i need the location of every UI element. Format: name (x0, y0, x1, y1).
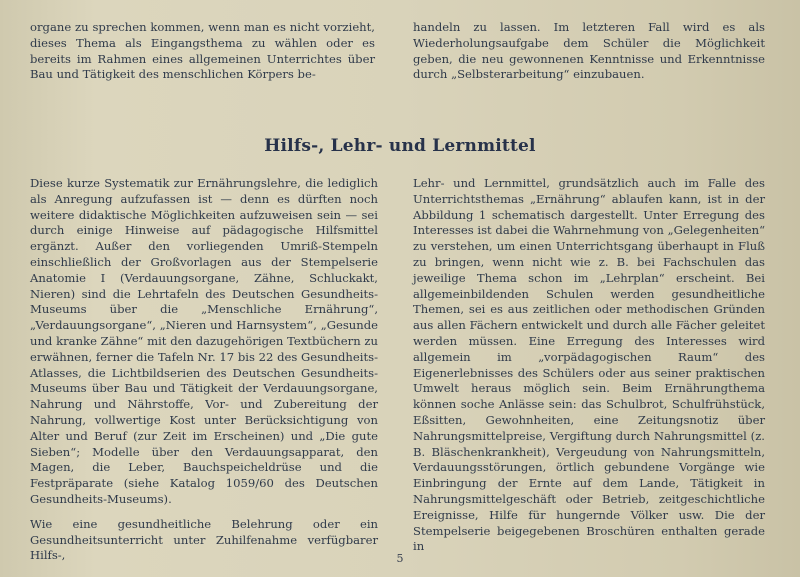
page-number: 5 (396, 552, 404, 565)
top-right-paragraph: handeln zu lassen. Im letzteren Fall wird es als Wiederholungsaufgabe dem Schüler die Möglichkeit geben, die neu gewonnenen Kenntnisse und Erkenntnisse durch „Selbsterarbeitung“ einzubauen. (413, 20, 765, 82)
top-left-paragraph: organe zu sprechen kommen, wenn man es nicht vorzieht, dieses Thema als Eingangsthema zu wählen oder es bereits im Rahmen eines allgemeinen Unterrichtes über Bau und Tätigkeit des menschlichen Körpers be- (30, 20, 375, 82)
main-right-column (413, 176, 765, 555)
section-heading: Hilfs-, Lehr- und Lernmittel (264, 136, 536, 156)
main-left-paragraph-2: Wie eine gesundheitliche Belehrung oder ein Gesundheitsunterricht unter Zuhilfenahme verfügbarer Hilfs-, (30, 516, 378, 563)
top-left-column (30, 20, 375, 83)
main-left-column (30, 176, 378, 564)
main-left-paragraph-1: Diese kurze Systematik zur Ernährungslehre, die lediglich als Anregung aufzufassen ist — denn es dürften noch weitere didaktische Möglichkeiten aufzuweisen sein — sei durch einige Hinweise auf pädagogische Hilfsmittel ergänzt. Außer den vorliegenden Umriß-Stempeln einschließlich der Großvorlagen aus der Stempelserie Anatomie I (Verdauungsorgane, Zähne, Schluckakt, Nieren) sind die Lehrtafeln des Deutschen Gesundheits-Museums über die „Menschliche Ernährung“, „Verdauungsorgane“, „Nieren und Harnsystem“, „Gesunde und kranke Zähne“ mit den dazugehörigen Textbüchern zu erwähnen, ferner die Tafeln Nr. 17 bis 22 des Gesundheits-Atlasses, die Lichtbildserien des Deutschen Gesundheits-Museums über Bau und Tätigkeit der Verdauungsorgane, Nahrung und Nährstoffe, Vor- und Zubereitung der Nahrung, vollwertige Kost unter Berücksichtigung von Alter und Beruf (zur Zeit im Erscheinen) und „Die gute Sieben“; Modelle über den Verdauungsapparat, den Magen, die Leber, Bauchspeicheldrüse und die Festpräparate (siehe Katalog 1059/60 des Deutschen Gesundheits-Museums). (30, 176, 378, 506)
top-right-column (413, 20, 765, 83)
main-right-paragraph: Lehr- und Lernmittel, grundsätzlich auch im Falle des Unterrichtsthemas „Ernährung“ ablaufen kann, ist in der Abbildung 1 schematisch dargestellt. Unter Erregung des Interesses ist dabei die Wahrnehmung von „Gelegenheiten“ zu verstehen, um einen Unterrichtsgang überhaupt in Fluß zu bringen, wenn nicht wie z. B. bei Fachschulen das jeweilige Thema schon im „Lehrplan“ erscheint. Bei allgemeinbildenden Schulen werden gesundheitliche Themen, sei es aus zeitlichen oder methodischen Gründen aus allen Fächern entwickelt und durch alle Fächer geleitet werden müssen. Eine Erregung des Interesses wird allgemein im „vorpädagogischen Raum“ des Eigenerlebnisses des Schülers oder aus seiner praktischen Umwelt heraus möglich sein. Beim Ernährungthema können soche Anlässe sein: das Schulbrot, Schulfrühstück, Eßsitten, Gewohnheiten, eine Zeitungsnotiz über Nahrungsmittelpreise, Vergiftung durch Nahrungsmittel (z. B. Bläschenkrankheit), Vergeudung von Nahrungsmitteln, Verdauungsstörungen, örtlich gebundene Vorgänge wie Einbringung der Ernte auf dem Lande, Tätigkeit in Nahrungsmittelgeschäft oder Betrieb, zeitgeschichtliche Ereignisse, Hilfe für hungernde Völker usw. Die der Stempelserie beigegebenen Broschüren enthalten gerade in (413, 176, 765, 554)
